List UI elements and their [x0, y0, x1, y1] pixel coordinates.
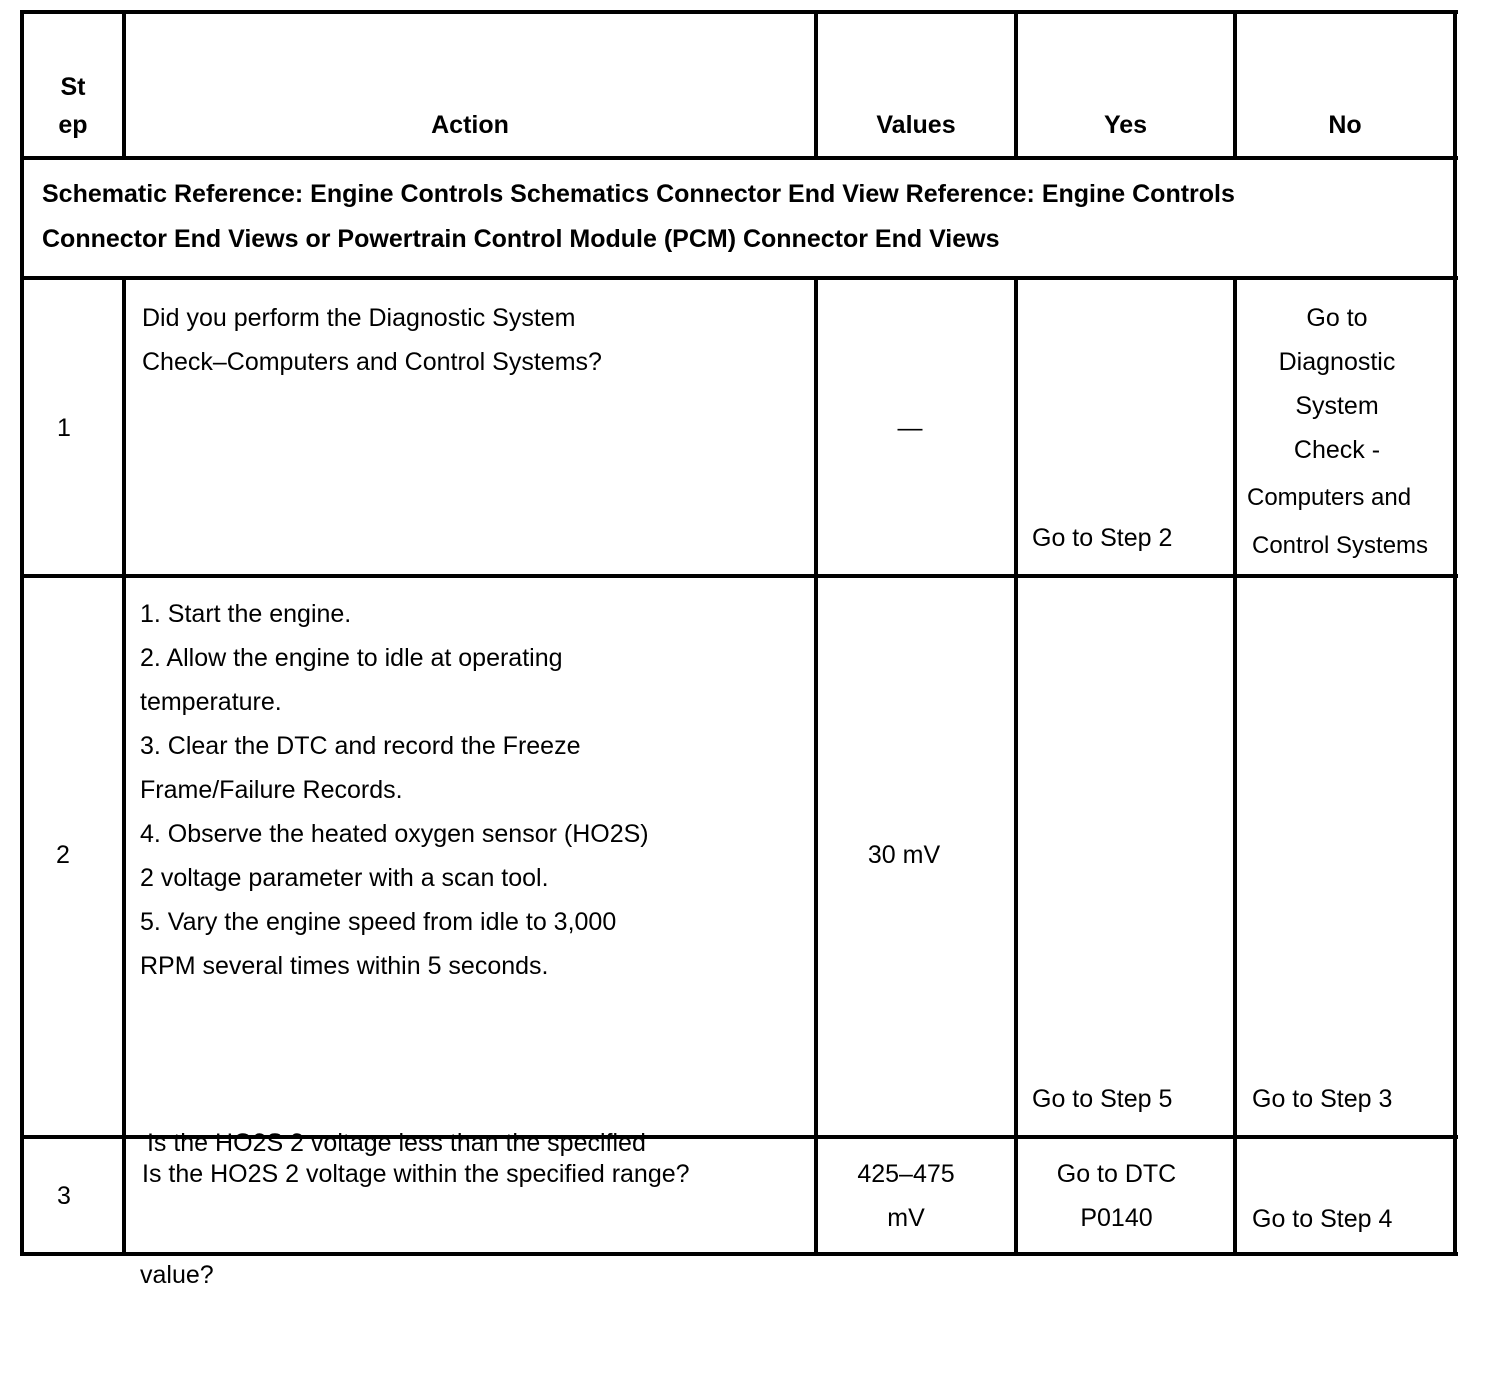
header-step [24, 68, 122, 144]
row1-action-line: Check–Computers and Control Systems? [142, 348, 602, 376]
row3-value-line: 425–475 [857, 1160, 955, 1188]
row2-action-line: RPM several times within 5 seconds. [140, 952, 549, 980]
table-border-right [1453, 10, 1457, 1256]
row2-action-line: Frame/Failure Records. [140, 776, 403, 804]
row2-yes: Go to Step 5 [1032, 1085, 1173, 1113]
row2-action [140, 592, 649, 988]
row1-no-line: Diagnostic [1278, 348, 1396, 376]
row1-no-line: Check - [1293, 436, 1381, 464]
row2-action-line: 1. Start the engine. [140, 600, 352, 628]
row1-no-line: System [1295, 392, 1379, 420]
row3-action: Is the HO2S 2 voltage within the specified range? [142, 1160, 690, 1188]
row2-action-line: 2. Allow the engine to idle at operating [140, 644, 563, 672]
col-divider-step-body [122, 276, 126, 1256]
row1-no [1237, 296, 1437, 472]
row1-yes: Go to Step 2 [1032, 524, 1173, 552]
row3-yes-line: P0140 [1080, 1204, 1153, 1232]
row2-question-line: value? [140, 1261, 214, 1289]
header-divider [20, 156, 1458, 160]
table-border-top [20, 10, 1458, 14]
header-values: Values [876, 111, 956, 139]
row2-no: Go to Step 3 [1252, 1085, 1393, 1113]
row2-action-line: 3. Clear the DTC and record the Freeze [140, 732, 581, 760]
row2-value: 30 mV [867, 841, 941, 869]
row1-step: 1 [57, 414, 71, 442]
reference-line-1: Schematic Reference: Engine Controls Schematics Connector End View Reference: Engine Controls [42, 180, 1235, 208]
row1-no-line: Go to [1306, 304, 1368, 332]
row2-step: 2 [56, 841, 70, 869]
row2-action-line: 4. Observe the heated oxygen sensor (HO2S) [140, 820, 649, 848]
row1-no-computers: Computers and [1247, 484, 1412, 511]
row3-value [818, 1152, 994, 1240]
header-step-line1: St [60, 73, 86, 101]
table-border-left [20, 10, 24, 1256]
row3-yes [1018, 1152, 1215, 1240]
row3-yes-line: Go to DTC [1056, 1160, 1177, 1188]
row3-no: Go to Step 4 [1252, 1205, 1393, 1233]
row2-question [140, 1033, 646, 1385]
row2-question-line: Is the HO2S 2 voltage less than the specified [140, 1129, 646, 1157]
col-divider-values-body [1014, 276, 1018, 1256]
row1-no-control-systems: Control Systems [1252, 532, 1429, 559]
row2-action-line: 2 voltage parameter with a scan tool. [140, 864, 549, 892]
header-step-line2: ep [58, 111, 88, 139]
reference-line-2: Connector End Views or Powertrain Control Module (PCM) Connector End Views [42, 225, 1000, 253]
header-yes: Yes [1103, 111, 1148, 139]
row2-action-line: 5. Vary the engine speed from idle to 3,000 [140, 908, 617, 936]
row3-step: 3 [57, 1182, 71, 1210]
row1-action-line: Did you perform the Diagnostic System [142, 304, 576, 332]
row1-divider [20, 574, 1458, 578]
header-no: No [1328, 111, 1362, 139]
reference-divider [20, 276, 1458, 280]
row3-value-line: mV [887, 1204, 925, 1232]
header-action: Action [431, 111, 509, 139]
row1-action [142, 296, 602, 384]
row2-action-line: temperature. [140, 688, 282, 716]
row1-value: — [897, 414, 923, 442]
